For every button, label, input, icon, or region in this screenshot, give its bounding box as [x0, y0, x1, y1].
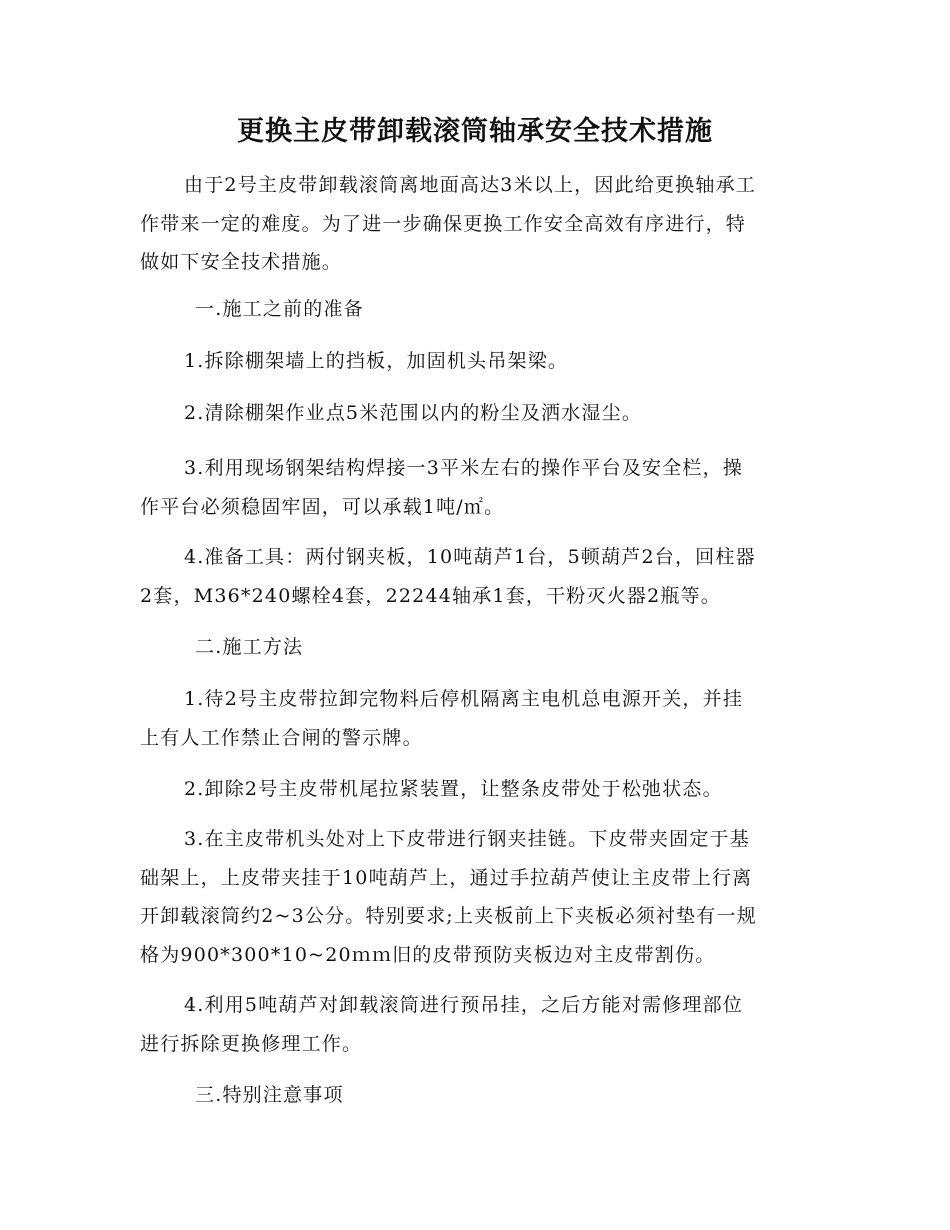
list-item — [140, 986, 812, 1063]
section-heading-1: 一.施工之前的准备 — [195, 298, 364, 320]
list-item-line: 1.拆除棚架墙上的挡板，加固机头吊架梁。 — [184, 350, 569, 372]
page-title: 更换主皮带卸载滚筒轴承安全技术措施 — [237, 116, 713, 147]
list-item-line: 开卸载滚筒约2~3公分。特别要求;上夹板前上下夹板必须衬垫有一规 — [140, 905, 757, 927]
list-item-line: 4.准备工具：两付钢夹板，10吨葫芦1台，5顿葫芦2台，回柱器 — [184, 546, 756, 568]
list-item-line: 1.待2号主皮带拉卸完物料后停机隔离主电机总电源开关，并挂 — [184, 688, 744, 710]
list-item-line: 进行拆除更换修理工作。 — [140, 1032, 363, 1055]
list-item-line: 础架上，上皮带夹挂于10吨葫芦上，通过手拉葫芦使让主皮带上行离 — [140, 866, 753, 889]
list-item — [140, 394, 812, 433]
list-item-line: 3.在主皮带机头处对上下皮带进行钢夹挂链。下皮带夹固定于基 — [184, 828, 750, 850]
list-item-line: 4.利用5吨葫芦对卸载滚筒进行预吊挂，之后方能对需修理部位 — [184, 994, 744, 1016]
list-item — [140, 820, 812, 974]
section-heading-2: 二.施工方法 — [195, 636, 304, 658]
section-heading-3: 三.特别注意事项 — [195, 1084, 344, 1106]
list-item — [140, 680, 812, 757]
list-item-line: 3.利用现场钢架结构焊接一3平米左右的操作平台及安全栏，操 — [184, 457, 744, 479]
list-item-line: 2.卸除2号主皮带机尾拉紧装置，让整条皮带处于松弛状态。 — [184, 778, 723, 800]
list-item-line: 2套，M36*240螺栓4套，22244轴承1套，干粉灭火器2瓶等。 — [140, 584, 721, 607]
list-item — [140, 770, 812, 809]
intro-paragraph — [140, 166, 812, 282]
intro-line: 作带来一定的难度。为了进一步确保更换工作安全高效有序进行，特 — [140, 212, 747, 235]
list-item — [140, 342, 812, 381]
list-item-line: 格为900*300*10~20ｍｍ旧的皮带预防夹板边对主皮带割伤。 — [140, 943, 716, 966]
list-item — [140, 449, 812, 526]
list-item — [140, 538, 812, 615]
list-item-line: 2.清除棚架作业点5米范围以内的粉尘及洒水湿尘。 — [184, 402, 643, 424]
list-item-line: 作平台必须稳固牢固，可以承载1吨/㎡。 — [140, 495, 505, 518]
list-item-line: 上有人工作禁止合闸的警示牌。 — [140, 726, 423, 749]
intro-line: 做如下安全技术措施。 — [140, 251, 343, 273]
intro-line: 由于2号主皮带卸载滚筒离地面高达3米以上，因此给更换轴承工 — [184, 174, 756, 196]
